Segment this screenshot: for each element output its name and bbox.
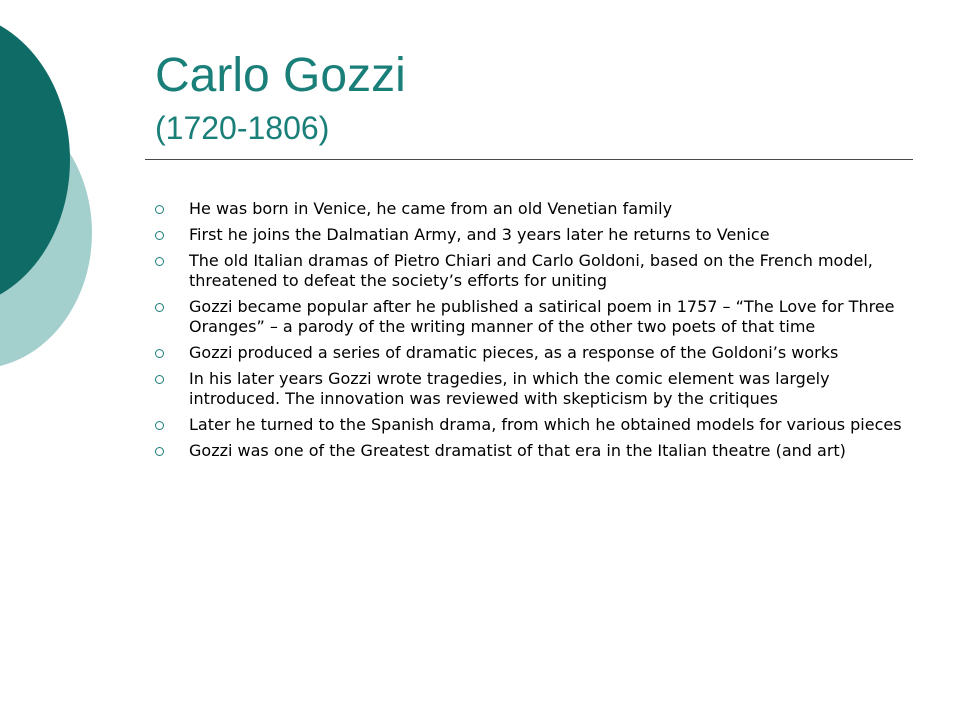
bullet-circle-icon (155, 421, 164, 430)
bullet-text: The old Italian dramas of Pietro Chiari and Carlo Goldoni, based on the French model, threatened to defeat the society’s efforts for uniting (189, 251, 873, 290)
bullet-circle-icon (155, 205, 164, 214)
title-years: (1720-1806) (155, 110, 330, 146)
bullet-item (155, 343, 905, 363)
bullet-item (155, 297, 905, 337)
bullet-item (155, 199, 905, 219)
bullet-item (155, 251, 905, 291)
bullet-list (155, 199, 905, 467)
bullet-text: In his later years Gozzi wrote tragedies, in which the comic element was largely introduced. The innovation was reviewed with skepticism by the critiques (189, 369, 830, 408)
bullet-circle-icon (155, 375, 164, 384)
bullet-text: Later he turned to the Spanish drama, from which he obtained models for various pieces (189, 415, 902, 434)
bullet-item (155, 225, 905, 245)
bullet-item (155, 441, 905, 461)
bullet-circle-icon (155, 257, 164, 266)
bullet-text: He was born in Venice, he came from an old Venetian family (189, 199, 673, 218)
bullet-circle-icon (155, 303, 164, 312)
title-name: Carlo Gozzi (155, 49, 406, 102)
bullet-circle-icon (155, 447, 164, 456)
title-divider (145, 159, 913, 160)
bullet-text: Gozzi was one of the Greatest dramatist of that era in the Italian theatre (and art) (189, 441, 846, 460)
slide-title (155, 48, 915, 148)
bullet-text: Gozzi became popular after he published a satirical poem in 1757 – “The Love for Three Oranges” – a parody of the writing manner of the other two poets of that time (189, 297, 895, 336)
bullet-circle-icon (155, 231, 164, 240)
bullet-text: Gozzi produced a series of dramatic pieces, as a response of the Goldoni’s works (189, 343, 839, 362)
bullet-circle-icon (155, 349, 164, 358)
bullet-text: First he joins the Dalmatian Army, and 3 years later he returns to Venice (189, 225, 770, 244)
bullet-item (155, 415, 905, 435)
bullet-item (155, 369, 905, 409)
